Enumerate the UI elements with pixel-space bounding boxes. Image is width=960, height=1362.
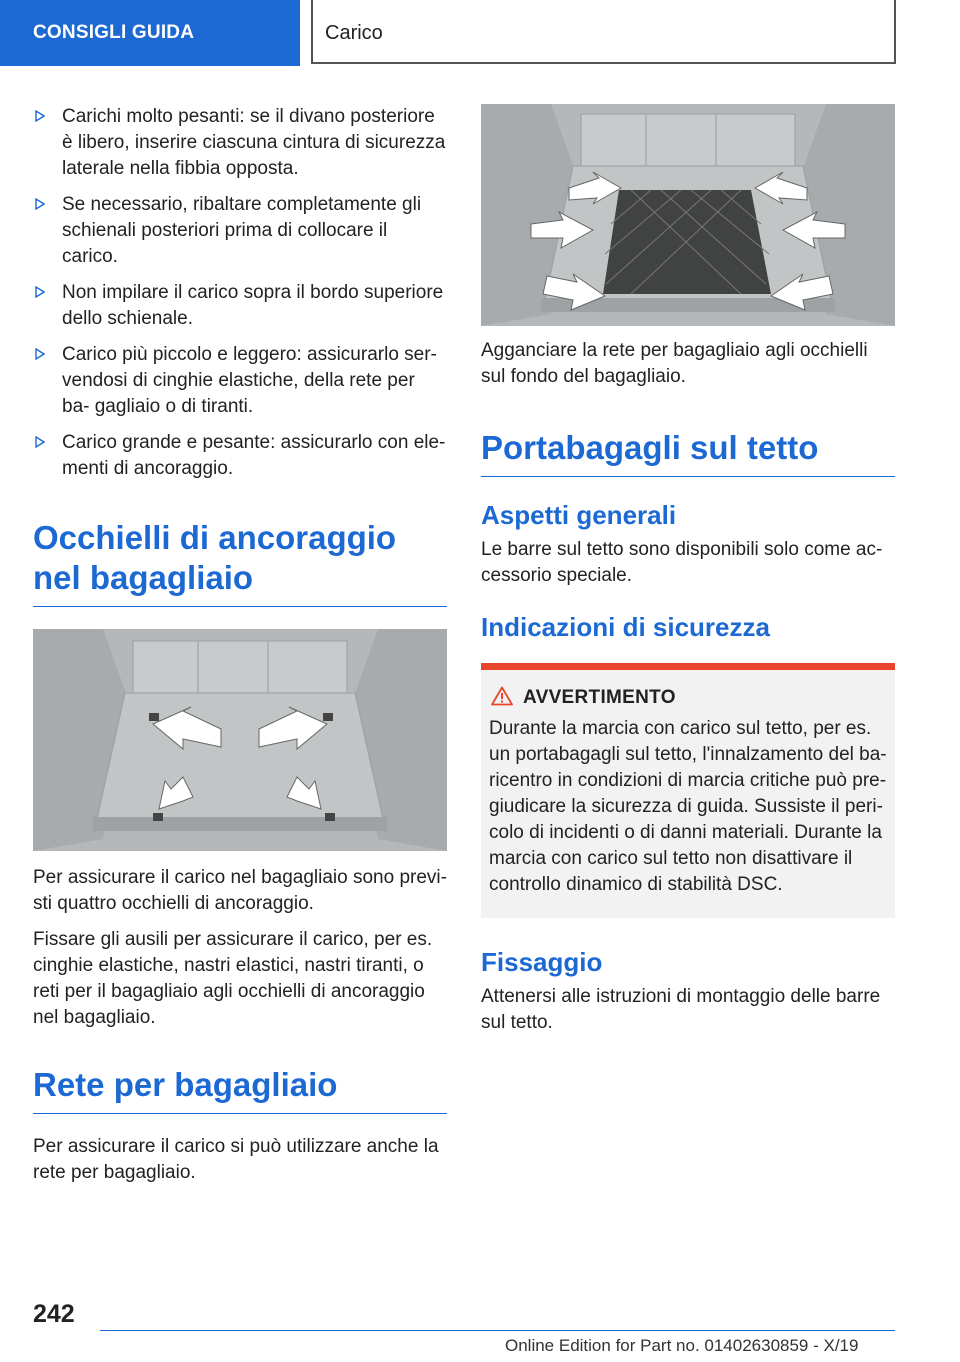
bullet-list	[33, 104, 447, 482]
bullet-text: Carico grande e pesante: assicurarlo con ele- menti di ancoraggio.	[62, 432, 446, 479]
edition-note: Online Edition for Part no. 01402630859 - X/19	[505, 1336, 859, 1355]
net-caption: Agganciare la rete per bagagliaio agli occhielli sul fondo del bagagliaio.	[481, 340, 868, 387]
triangle-bullet-icon	[35, 110, 45, 122]
general-paragraph: Le barre sul tetto sono disponibili solo come ac- cessorio speciale.	[481, 539, 883, 586]
subheading-safety: Indicazioni di sicurezza	[481, 612, 770, 642]
bullet-text: Non impilare il carico sopra il bordo superiore dello schienale.	[62, 282, 444, 329]
warning-title: AVVERTIMENTO	[523, 687, 676, 708]
warning-triangle-icon	[491, 686, 513, 706]
subheading-fixing: Fissaggio	[481, 947, 603, 977]
section-heading-net: Rete per bagagliaio	[33, 1065, 447, 1114]
triangle-bullet-icon	[35, 436, 45, 448]
topic-title: Carico	[311, 0, 896, 64]
trunk-anchors-illustration	[33, 629, 447, 851]
bullet-text: Carico più piccolo e leggero: assicurarlo ser- vendosi di cinghie elastiche, della rete per ba- gagliaio o di tiranti.	[62, 344, 437, 417]
list-item	[33, 104, 447, 182]
warning-header	[489, 684, 887, 712]
warning-bar	[481, 663, 895, 670]
section-heading-roof: Portabagagli sul tetto	[481, 428, 895, 477]
triangle-bullet-icon	[35, 286, 45, 298]
list-item	[33, 430, 447, 482]
list-item	[33, 192, 447, 270]
net-paragraph: Per assicurare il carico si può utilizzare anche la rete per bagagliaio.	[33, 1136, 439, 1183]
warning-box	[481, 663, 895, 918]
anchors-paragraph-2: Fissare gli ausili per assicurare il carico, per es. cinghie elastiche, nastri elastici, nastri tiranti, o reti per il bagagliaio agli occhielli di ancoraggio nel bagagliaio.	[33, 929, 433, 1028]
footer-divider	[100, 1330, 895, 1331]
list-item	[33, 342, 447, 420]
luggage-net-illustration	[481, 104, 895, 326]
list-item	[33, 280, 447, 332]
warning-content	[481, 670, 895, 918]
triangle-bullet-icon	[35, 348, 45, 360]
page-number: 242	[33, 1300, 75, 1328]
bullet-text: Carichi molto pesanti: se il divano posteriore è libero, inserire ciascuna cintura di sicurezza laterale nella fibbia opposta.	[62, 106, 446, 179]
subheading-general: Aspetti generali	[481, 500, 677, 530]
left-column	[33, 104, 447, 1186]
warning-text: Durante la marcia con carico sul tetto, per es. un portabagagli sul tetto, l'innalzamento del ba- ricentro in condizioni di marcia critiche può pre- giudicare la sicurezza di guida. Sussiste il peri- colo di incidenti o di danni materiali. Durante la marcia con carico sul tetto non disattivare il controllo dinamico di stabilità DSC.	[489, 718, 887, 895]
anchors-paragraph-1: Per assicurare il carico nel bagagliaio sono previ- sti quattro occhielli di ancoraggio.	[33, 867, 447, 914]
section-heading-anchors: Occhielli di ancoraggio nel bagagliaio	[33, 518, 447, 607]
page-header	[0, 0, 960, 66]
bullet-text: Se necessario, ribaltare completamente gli schienali posteriori prima di collocare il carico.	[62, 194, 422, 267]
fixing-paragraph: Attenersi alle istruzioni di montaggio delle barre sul tetto.	[481, 986, 881, 1033]
right-column	[481, 104, 895, 1036]
triangle-bullet-icon	[35, 198, 45, 210]
section-tab[interactable]: CONSIGLI GUIDA	[0, 0, 300, 66]
